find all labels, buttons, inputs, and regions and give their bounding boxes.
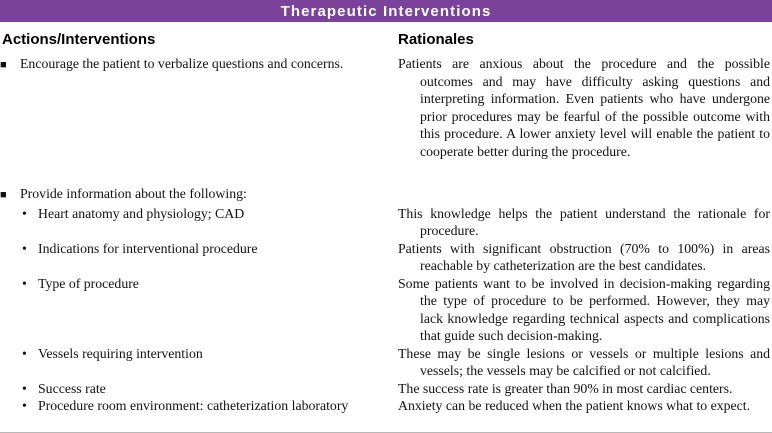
table-row: [0, 397, 772, 415]
table-title-bar: [0, 0, 772, 22]
action-item-text: Provide information about the following:: [20, 186, 247, 201]
rationale-cell: [398, 275, 772, 345]
rationale-cell: [398, 397, 772, 415]
table-row: [0, 275, 772, 345]
square-bullet-icon: ■: [0, 59, 7, 71]
rationale-cell: [398, 380, 772, 398]
actions-cell: [0, 397, 398, 415]
table-body: [0, 55, 772, 415]
dot-bullet-icon: •: [22, 240, 27, 256]
action-item-text: Procedure room environment: catheterization laboratory: [38, 398, 349, 413]
column-header-actions: Actions/Interventions: [2, 31, 156, 48]
dot-bullet-icon: •: [22, 275, 27, 291]
action-item-text: Encourage the patient to verbalize questions and concerns.: [20, 56, 344, 71]
rationale-text: The success rate is greater than 90% in most cardiac centers.: [398, 380, 733, 396]
action-item: [0, 185, 382, 205]
column-header-rationales: Rationales: [398, 31, 474, 48]
table-row: [0, 55, 772, 185]
rationale-cell: [398, 240, 772, 275]
table-row: [0, 380, 772, 398]
actions-cell: [0, 185, 398, 205]
action-item-text: Heart anatomy and physiology; CAD: [38, 205, 245, 221]
actions-cell: [0, 205, 398, 223]
action-item: [22, 397, 382, 415]
action-item-text: Type of procedure: [38, 275, 139, 291]
actions-cell: [0, 380, 398, 398]
action-item: [22, 240, 382, 258]
rationale-text: Anxiety can be reduced when the patient knows what to expect.: [398, 398, 751, 413]
actions-cell: [0, 275, 398, 293]
table-row: [0, 240, 772, 275]
rationale-cell: [398, 345, 772, 380]
action-item: [0, 55, 382, 75]
rationale-cell: [398, 205, 772, 240]
action-item: [22, 205, 382, 223]
actions-cell: [0, 55, 398, 75]
dot-bullet-icon: •: [22, 345, 27, 361]
rationale-text: Patients with significant obstruction (70% to 100%) in areas reachable by catheterization are the best candidates.: [398, 240, 770, 273]
rationale-cell: [398, 55, 772, 160]
actions-cell: [0, 345, 398, 363]
rationale-text: This knowledge helps the patient understand the rationale for procedure.: [398, 205, 770, 238]
column-headers: [0, 31, 772, 48]
rationale-text: Some patients want to be involved in decision-making regarding the type of procedure to be performed. However, they may lack knowledge regarding technical aspects and complications that guide such decision-making.: [398, 275, 770, 343]
table-row: [0, 205, 772, 240]
dot-bullet-icon: •: [22, 398, 27, 413]
action-item-text: Success rate: [38, 380, 106, 396]
action-item-text: Indications for interventional procedure: [38, 240, 258, 256]
dot-bullet-icon: •: [22, 380, 27, 396]
action-item: [22, 275, 382, 293]
action-item: [22, 345, 382, 363]
table-row: [0, 185, 772, 205]
dot-bullet-icon: •: [22, 205, 27, 221]
table-row: [0, 345, 772, 380]
square-bullet-icon: ■: [0, 189, 7, 201]
action-item-text: Vessels requiring intervention: [38, 345, 203, 361]
action-item: [22, 380, 382, 398]
rationale-text: Patients are anxious about the procedure and the possible outcomes and may have difficulty asking questions and interpreting information. Even patients who have undergone prior procedures may be fearful of the possible outcome with this procedure. A lower anxiety level will enable the patient to cooperate better during the procedure.: [398, 56, 770, 159]
rationale-text: These may be single lesions or vessels or multiple lesions and vessels; the vessels may be calcified or not calcified.: [398, 345, 770, 378]
actions-cell: [0, 240, 398, 258]
page-title: Therapeutic Interventions: [280, 2, 492, 20]
